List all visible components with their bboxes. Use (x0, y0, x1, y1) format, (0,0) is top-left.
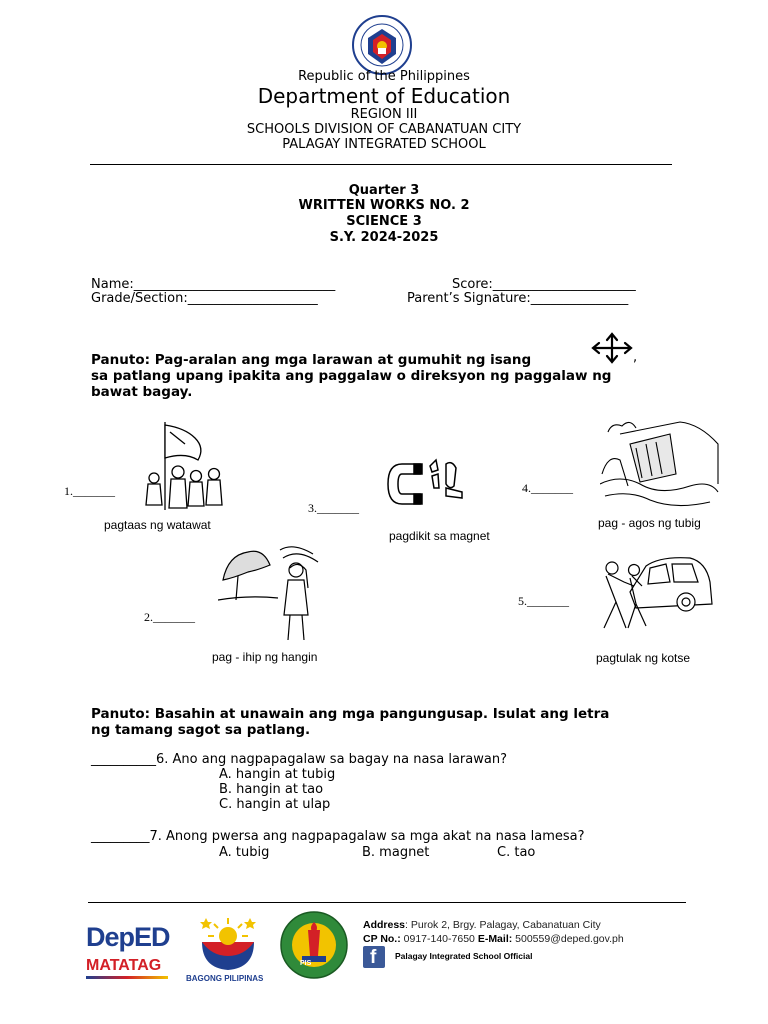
matatag-logo-text: MATATAG (86, 957, 162, 974)
school-text: PALAGAY INTEGRATED SCHOOL (282, 137, 486, 152)
written-works-label: WRITTEN WORKS NO. 2 (298, 198, 470, 213)
deped-logo-text: DepED (86, 922, 170, 952)
question-6-option-c: C. hangin at ulap (219, 797, 331, 812)
cp-label: CP No.: (363, 933, 401, 945)
name-field[interactable]: Name:_______________________________ (91, 277, 336, 292)
question-7-text[interactable]: _________7. Anong pwersa ang nagpapagalaw sa mga akat na nasa lamesa? (91, 829, 585, 844)
picture-4-blank[interactable]: 4._______ (522, 481, 573, 495)
picture-1-blank[interactable]: 1._______ (64, 484, 115, 498)
grade-section-field[interactable]: Grade/Section:____________________ (91, 291, 318, 306)
score-field[interactable]: Score:______________________ (452, 277, 636, 292)
footer-contact (363, 933, 624, 945)
division-text: SCHOOLS DIVISION OF CABANATUAN CITY (246, 122, 522, 137)
facebook-icon[interactable]: f (363, 946, 385, 968)
picture-5-blank[interactable]: 5._______ (518, 594, 569, 608)
school-logo-abbr: PIS (300, 960, 312, 967)
question-7-option-a: A. tubig (219, 845, 270, 860)
question-7-option-b: B. magnet (362, 845, 430, 860)
deped-seal-icon (346, 14, 418, 76)
deped-matatag-logo (86, 922, 176, 986)
bagong-pilipinas-logo-icon (192, 912, 264, 974)
region-text: REGION III (350, 107, 418, 122)
flag-raising-picture (140, 420, 240, 515)
instruction-1-line-2: sa patlang upang ipakita ang paggalaw o direksyon ng paggalaw ng (91, 368, 612, 384)
picture-5-caption: pagtulak ng kotse (596, 651, 691, 665)
subject-label: SCIENCE 3 (346, 214, 422, 229)
question-6-option-a: A. hangin at tubig (219, 767, 336, 782)
footer-address (363, 919, 601, 931)
four-way-arrows-icon (588, 331, 636, 365)
instruction-2-line-2: ng tamang sagot sa patlang. (91, 722, 311, 738)
email-value[interactable]: 500559@deped.gov.ph (512, 933, 624, 945)
picture-2-caption: pag - ihip ng hangin (212, 650, 318, 664)
facebook-page-name[interactable]: Palagay Integrated School Official (395, 951, 533, 961)
instruction-comma: , (633, 350, 638, 365)
wind-blowing-picture (218, 540, 328, 645)
instruction-2-line-1: Panuto: Basahin at unawain ang mga pangungusap. Isulat ang letra (91, 706, 610, 722)
question-7-option-c: C. tao (497, 845, 536, 860)
instruction-1-text: Panuto: Pag-aralan ang mga larawan at gumuhit ng isang (91, 352, 532, 368)
address-value: : Purok 2, Brgy. Palagay, Cabanatuan City (405, 919, 601, 931)
pushing-car-picture (590, 552, 714, 632)
picture-1-caption: pagtaas ng watawat (104, 518, 211, 532)
picture-4-caption: pag - agos ng tubig (598, 516, 701, 530)
parent-signature-field[interactable]: Parent’s Signature:_______________ (407, 291, 629, 306)
water-flowing-picture (600, 414, 720, 512)
footer-divider (88, 902, 686, 903)
department-title: Department of Education (257, 84, 511, 108)
email-label: E-Mail: (477, 933, 513, 945)
school-logo-icon (278, 910, 350, 980)
cp-value: 0917-140-7650 (400, 933, 478, 945)
school-year-label: S.Y. 2024-2025 (329, 230, 439, 245)
question-6-option-b: B. hangin at tao (219, 782, 324, 797)
magnet-picture (384, 458, 474, 513)
bagong-pilipinas-text: BAGONG PILIPINAS (186, 974, 264, 983)
matatag-stripe (86, 976, 168, 979)
instruction-1-line-3: bawat bagay. (91, 384, 193, 400)
header-divider (90, 164, 672, 165)
picture-2-blank[interactable]: 2._______ (144, 610, 195, 624)
republic-text: Republic of the Philippines (298, 69, 470, 84)
picture-3-blank[interactable]: 3._______ (308, 501, 359, 515)
quarter-label: Quarter 3 (348, 183, 420, 198)
question-6-text[interactable]: __________6. Ano ang nagpapagalaw sa bagay na nasa larawan? (91, 752, 507, 767)
address-label: Address (363, 919, 406, 931)
picture-3-caption: pagdikit sa magnet (389, 529, 490, 543)
